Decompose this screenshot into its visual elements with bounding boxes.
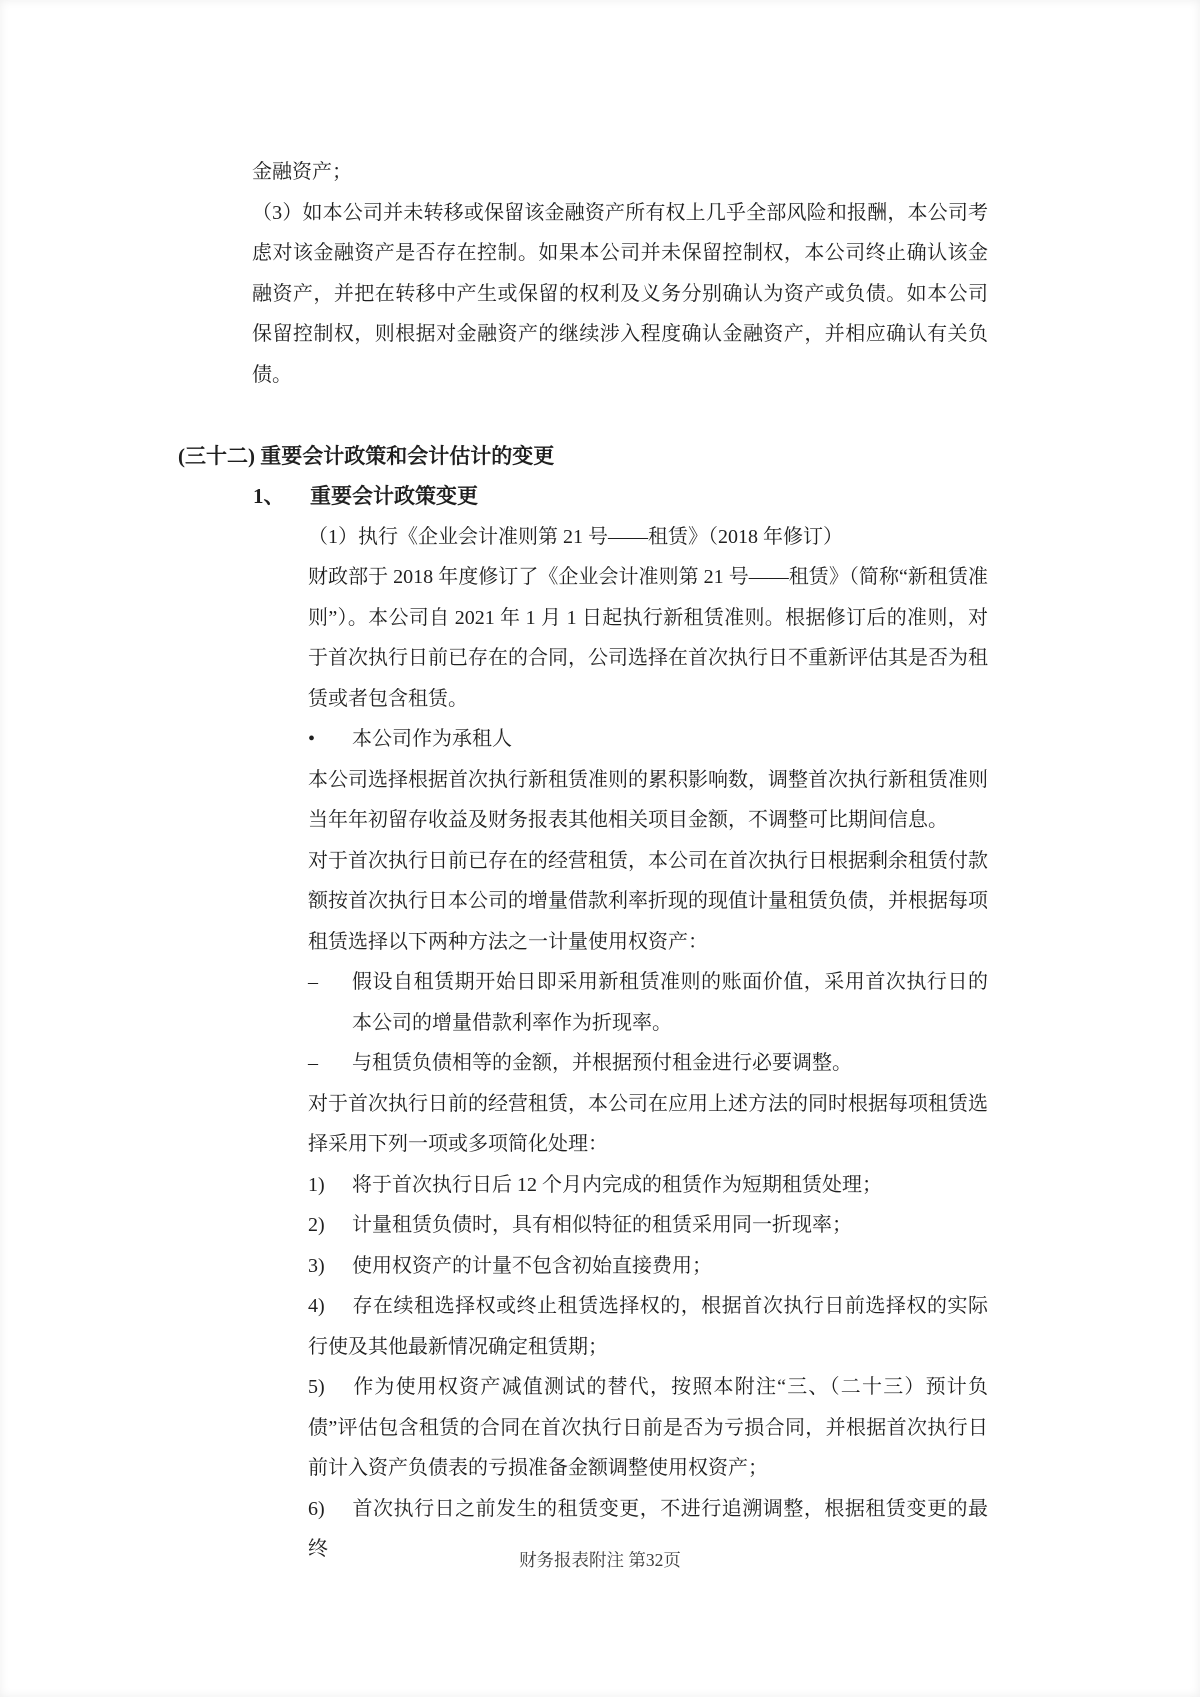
dash-item — [308, 962, 988, 1043]
paragraph-derecognition-item3: （3）如本公司并未转移或保留该金融资产所有权上几乎全部风险和报酬，本公司考虑对该金融资产是否存在控制。如果本公司并未保留控制权，本公司终止确认该金融资产，并把在转移中产生或保留的权利及义务分别确认为资产或负债。如本公司保留控制权，则根据对金融资产的继续涉入程度确认金融资产，并相应确认有关负债。 — [252, 201, 988, 386]
subsection-title: 重要会计政策变更 — [310, 484, 478, 508]
numbered-item-text: 存在续租选择权或终止租赁选择权的，根据首次执行日前选择权的实际行使及其他最新情况确定租赁期； — [308, 1295, 988, 1358]
section-heading: (三十二) 重要会计政策和会计估计的变更 — [178, 443, 555, 468]
numbered-item-text: 首次执行日之前发生的租赁变更，不进行追溯调整，根据租赁变更的最终 — [308, 1497, 988, 1560]
item1-paragraph-2: 本公司选择根据首次执行新租赁准则的累积影响数，调整首次执行新租赁准则当年年初留存收益及财务报表其他相关项目金额，不调整可比期间信息。 — [308, 768, 988, 831]
numbered-item-text: 计量租赁负债时，具有相似特征的租赁采用同一折现率； — [352, 1214, 852, 1236]
numbered-item-marker: 5) — [308, 1376, 325, 1398]
bullet-icon: • — [308, 728, 316, 750]
dash-item-text: 假设自租赁期开始日即采用新租赁准则的账面价值，采用首次执行日的本公司的增量借款利率作为折现率。 — [352, 971, 988, 1034]
numbered-item — [308, 1246, 988, 1287]
numbered-item-marker: 4) — [308, 1295, 325, 1317]
numbered-item-marker: 2) — [308, 1214, 325, 1236]
numbered-item — [308, 1286, 988, 1367]
bullet-text: 本公司作为承租人 — [352, 728, 512, 750]
item1-heading: （1）执行《企业会计准则第 21 号——租赁》（2018 年修订） — [308, 525, 843, 548]
numbered-item-marker: 6) — [308, 1497, 325, 1520]
numbered-item-marker: 1) — [308, 1173, 325, 1196]
item1-paragraph-1: 财政部于 2018 年度修订了《企业会计准则第 21 号——租赁》（简称“新租赁准则”）。本公司自 2021 年 1 月 1 日起执行新租赁准则。根据修订后的准则，对于首次执行日前已存在的合同，公司选择在首次执行日不重新评估其是否为租赁或者包含租赁。 — [308, 566, 988, 710]
lessee-bullet-item — [308, 719, 988, 760]
numbered-item — [308, 1367, 988, 1489]
subsection-number: 1、 — [253, 484, 285, 508]
dash-item — [308, 1043, 988, 1084]
dash-item-text: 与租赁负债相等的金额，并根据预付租金进行必要调整。 — [352, 1052, 852, 1074]
page-footer: 财务报表附注 第32页 — [519, 1550, 681, 1570]
item1-paragraph-3: 对于首次执行日前已存在的经营租赁，本公司在首次执行日根据剩余租赁付款额按首次执行日本公司的增量借款利率折现的现值计量租赁负债，并根据每项租赁选择以下两种方法之一计量使用权资产： — [308, 849, 988, 953]
dash-icon: – — [308, 971, 318, 993]
carryover-text: 金融资产； — [252, 161, 352, 183]
subsection-heading — [253, 476, 1200, 517]
policy-change-body — [308, 517, 988, 1570]
numbered-item-text: 使用权资产的计量不包含初始直接费用； — [352, 1254, 712, 1277]
numbered-item-marker: 3) — [308, 1254, 325, 1277]
numbered-item-text: 将于首次执行日后 12 个月内完成的租赁作为短期租赁处理； — [352, 1173, 882, 1196]
numbered-item — [308, 1165, 988, 1206]
dash-icon: – — [308, 1052, 318, 1074]
numbered-item-text: 作为使用权资产减值测试的替代，按照本附注“三、（二十三）预计负债”评估包含租赁的合同在首次执行日前是否为亏损合同，并根据首次执行日前计入资产负债表的亏损准备金额调整使用权资产； — [308, 1376, 988, 1479]
numbered-item — [308, 1205, 988, 1246]
item1-paragraph-4: 对于首次执行日前的经营租赁，本公司在应用上述方法的同时根据每项租赁选择采用下列一项或多项简化处理： — [308, 1092, 988, 1155]
